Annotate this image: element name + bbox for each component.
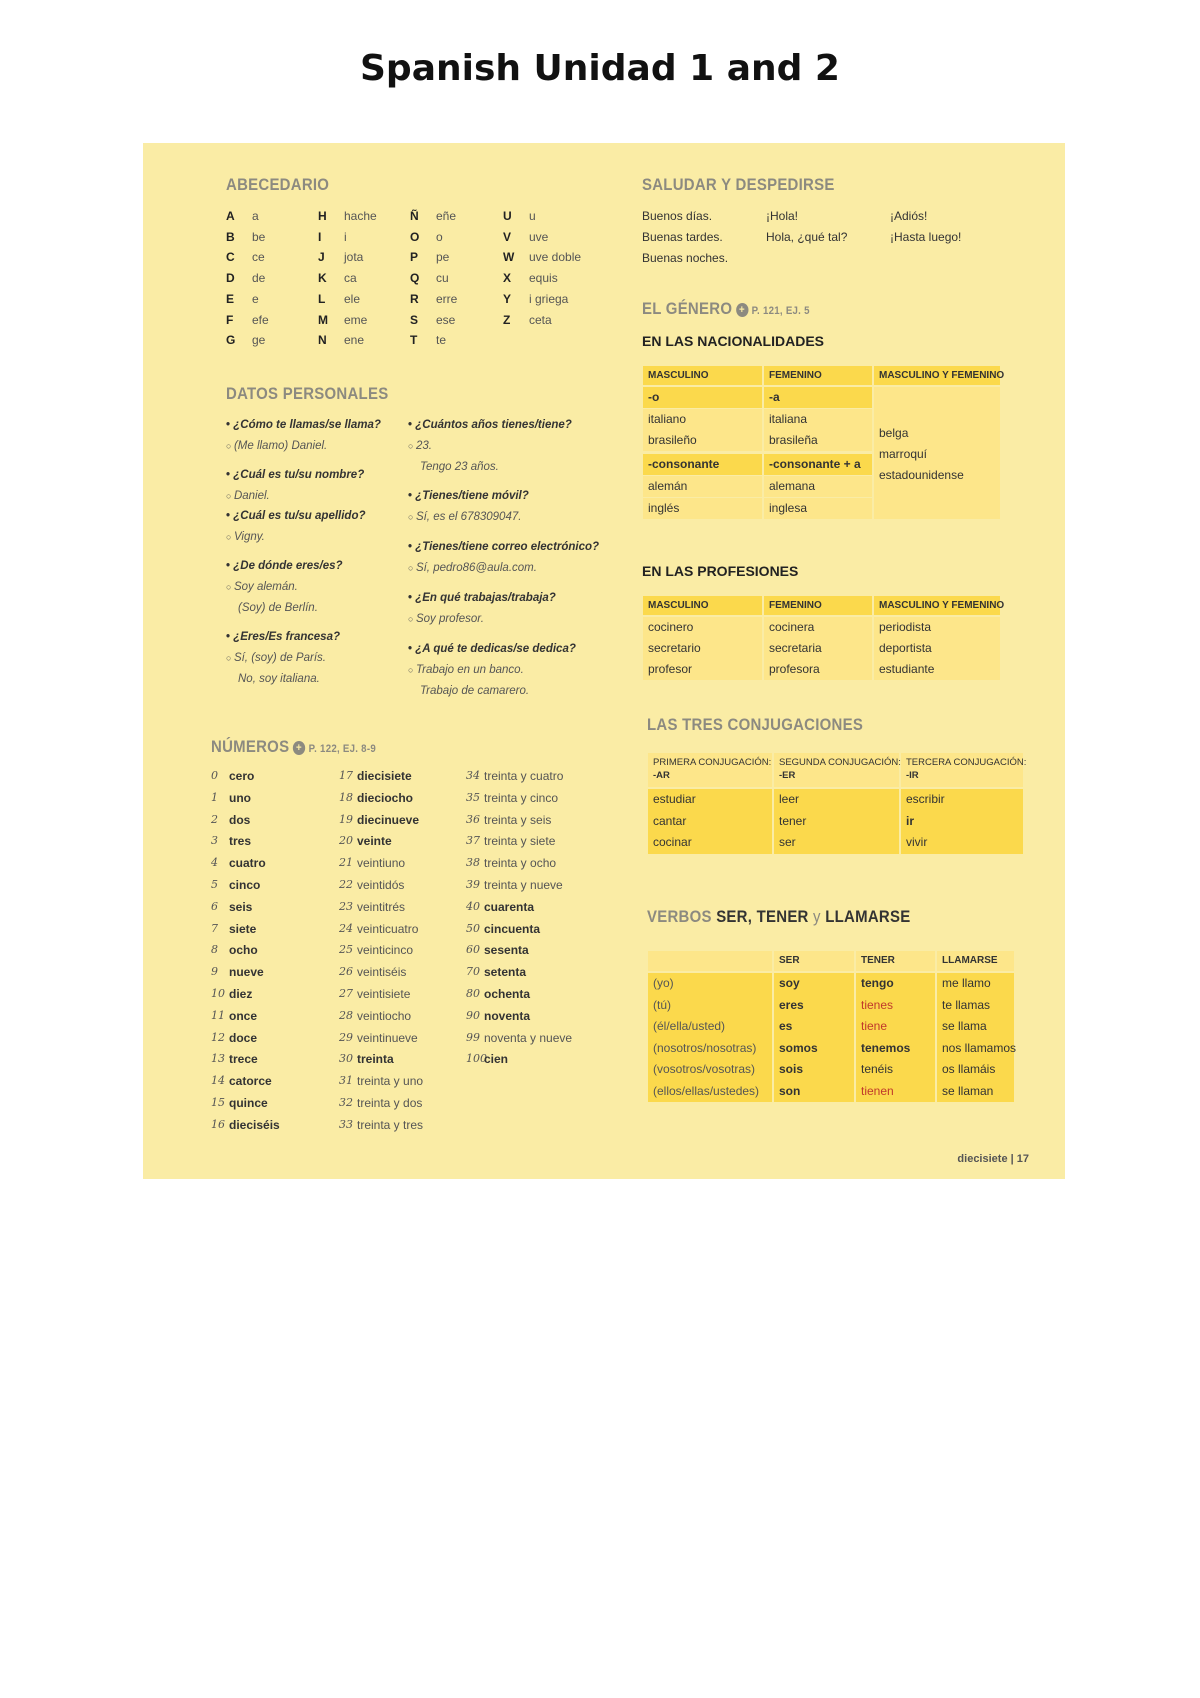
alphabet-letter: J <box>318 250 325 265</box>
number-word: treinta y uno <box>357 1074 424 1089</box>
number-word: treinta y cuatro <box>484 769 564 783</box>
alphabet-letter-name: te <box>436 333 447 348</box>
table-cell: vivir <box>901 832 1023 854</box>
number-word: veintiocho <box>357 1008 412 1023</box>
number-digit: 12 <box>211 1030 225 1044</box>
plus-icon: + <box>736 303 748 317</box>
number-digit: 5 <box>211 878 218 891</box>
table-header <box>648 753 772 787</box>
question-text: • ¿De dónde eres/es? <box>226 556 343 577</box>
number-digit: 40 <box>466 899 480 913</box>
table-cell: leer <box>774 789 899 811</box>
table-cell: cocinera <box>764 617 872 638</box>
table-cell: brasileño <box>643 430 762 451</box>
question-text: • ¿Tienes/tiene móvil? <box>408 486 529 507</box>
number-word: ocho <box>229 943 258 958</box>
table-cell: te llamas <box>937 995 1014 1017</box>
conjugation-ending: -ER <box>779 770 796 781</box>
number-word: veintisiete <box>357 987 411 1001</box>
verbos-pre: VERBOS <box>647 907 712 926</box>
table-cell: secretario <box>643 638 762 659</box>
number-digit: 17 <box>339 769 353 782</box>
table-header: SER <box>774 951 854 971</box>
number-digit: 60 <box>466 943 480 957</box>
alphabet-letter-name: eme <box>344 312 368 327</box>
question-text: • ¿Cuántos años tienes/tiene? <box>408 415 572 436</box>
alphabet-letter-name: be <box>252 229 266 244</box>
number-digit: 80 <box>466 987 480 1000</box>
number-digit: 19 <box>339 812 353 826</box>
number-digit: 9 <box>211 965 218 979</box>
number-digit: 50 <box>466 921 480 935</box>
number-word: treinta y dos <box>357 1096 423 1110</box>
table-cell: alemán <box>643 476 762 497</box>
answer-text: (Soy) de Berlín. <box>238 602 318 614</box>
number-digit: 22 <box>339 878 353 891</box>
abecedario-heading: ABECEDARIO <box>226 175 330 194</box>
number-digit: 25 <box>339 943 353 957</box>
conjugation-label: SEGUNDA CONJUGACIÓN: <box>779 757 901 768</box>
alphabet-letter-name: ce <box>252 250 265 265</box>
table-cell: -o <box>643 387 762 408</box>
number-digit: 10 <box>211 987 225 1000</box>
table-cell: -a <box>764 387 872 408</box>
number-word: treinta y cinco <box>484 790 559 805</box>
greeting-text: ¡Hola! <box>766 209 799 223</box>
alphabet-letter: M <box>318 312 328 327</box>
number-digit: 99 <box>466 1030 480 1044</box>
number-digit: 1 <box>211 790 218 804</box>
alphabet-letter: P <box>410 250 419 265</box>
number-digit: 38 <box>466 856 480 870</box>
number-digit: 6 <box>211 899 218 913</box>
nacionalidades-heading: EN LAS NACIONALIDADES <box>642 333 825 349</box>
alphabet-letter-name: o <box>436 229 443 244</box>
number-word: nueve <box>229 965 264 980</box>
plus-icon: + <box>293 741 305 755</box>
qa-block <box>408 639 576 702</box>
alphabet-letter-name: cu <box>436 271 449 286</box>
qa-block <box>226 627 340 690</box>
number-digit: 21 <box>339 856 353 870</box>
table-header-blank <box>648 951 772 971</box>
table-cell: (yo) <box>648 973 772 995</box>
question-text: • ¿Eres/Es francesa? <box>226 627 340 648</box>
number-word: setenta <box>484 965 527 980</box>
number-word: cinco <box>229 878 261 892</box>
answer-text: ○ Sí, pedro86@aula.com. <box>408 558 599 579</box>
number-digit: 8 <box>211 943 218 957</box>
question-text: • ¿Cuál es tu/su nombre? <box>226 465 364 486</box>
table-cell: -consonante <box>643 454 762 475</box>
alphabet-letter-name: jota <box>344 250 364 265</box>
qa-block <box>226 415 381 457</box>
answer-text: Tengo 23 años. <box>420 461 499 473</box>
number-digit: 100 <box>466 1052 487 1066</box>
number-word: sesenta <box>484 943 529 958</box>
verbos-tener: TENER <box>756 907 809 926</box>
qa-block <box>408 588 556 630</box>
alphabet-letter-name: erre <box>436 291 458 306</box>
conjugaciones-heading: LAS TRES CONJUGACIONES <box>647 715 864 734</box>
table-cell: tienes <box>856 995 935 1017</box>
number-word: cuarenta <box>484 899 535 914</box>
number-digit: 39 <box>466 878 480 891</box>
table-cell: tienen <box>856 1081 935 1103</box>
number-word: cien <box>484 1052 509 1067</box>
qa-block <box>226 465 364 507</box>
verbos-y: y <box>813 907 821 926</box>
number-digit: 37 <box>466 834 480 848</box>
conjugation-ending: -IR <box>906 770 919 781</box>
alphabet-letter-name: ele <box>344 291 361 306</box>
number-word: dieciséis <box>229 1117 280 1132</box>
alphabet-letter-name: a <box>252 209 259 223</box>
table-cell: tener <box>774 811 899 833</box>
number-digit: 4 <box>211 856 218 870</box>
qa-block <box>226 506 366 548</box>
alphabet-letter-name: equis <box>529 271 558 286</box>
answer-text: ○ Daniel. <box>226 486 364 507</box>
textbook-page <box>143 143 1065 1179</box>
table-cell: (vosotros/vosotras) <box>648 1059 772 1081</box>
number-digit: 14 <box>211 1074 225 1088</box>
number-word: trece <box>229 1052 258 1067</box>
qa-block <box>408 537 599 579</box>
table-cell: inglesa <box>764 498 872 519</box>
alphabet-letter-name: ceta <box>529 312 552 327</box>
number-word: veintiuno <box>357 856 406 871</box>
table-cell: italiana <box>764 409 872 430</box>
table-cell: (ellos/ellas/ustedes) <box>648 1081 772 1103</box>
table-cell: brasileña <box>764 430 872 451</box>
number-word: catorce <box>229 1074 272 1089</box>
qa-block <box>408 486 529 528</box>
answer-text: ○ 23. <box>408 436 572 457</box>
table-cell: sois <box>774 1059 854 1081</box>
table-cell: estadounidense <box>879 468 964 482</box>
table-cell: marroquí <box>879 447 928 461</box>
alphabet-letter-name: pe <box>436 250 450 265</box>
alphabet-letter-name: efe <box>252 312 269 327</box>
number-word: veintidós <box>357 878 405 892</box>
table-cell: tenéis <box>856 1059 935 1081</box>
number-digit: 3 <box>211 834 218 848</box>
conjugation-label: TERCERA CONJUGACIÓN: <box>906 757 1027 768</box>
conjugation-label: PRIMERA CONJUGACIÓN: <box>653 757 772 768</box>
number-digit: 20 <box>339 834 353 848</box>
alphabet-letter-name: uve doble <box>529 250 582 265</box>
number-word: quince <box>229 1096 268 1110</box>
table-header: LLAMARSE <box>937 951 1014 971</box>
number-word: treinta <box>357 1052 394 1067</box>
table-cell: son <box>774 1081 854 1103</box>
alphabet-letter-name: i <box>344 229 347 244</box>
table-cell: deportista <box>874 638 1000 659</box>
saludar-heading: SALUDAR Y DESPEDIRSE <box>642 175 835 194</box>
question-text: • ¿Tienes/tiene correo electrónico? <box>408 537 599 558</box>
alphabet-letter: L <box>318 291 326 306</box>
alphabet-letter: B <box>226 229 235 244</box>
table-header: FEMENINO <box>764 596 872 615</box>
table-cell: os llamáis <box>937 1059 1014 1081</box>
verbos-ser: SER <box>716 907 748 926</box>
genero-heading <box>642 299 810 319</box>
alphabet-letter: X <box>503 271 512 286</box>
number-digit: 18 <box>339 790 353 804</box>
qa-block <box>408 415 572 478</box>
number-digit: 13 <box>211 1052 225 1066</box>
question-text: • ¿Cuál es tu/su apellido? <box>226 506 366 527</box>
table-header: MASCULINO Y FEMENINO <box>874 596 1000 615</box>
answer-text: ○ Sí, es el 678309047. <box>408 507 529 528</box>
table-cell: ir <box>901 811 1023 833</box>
table-header: MASCULINO <box>643 366 762 385</box>
greeting-text: ¡Adiós! <box>890 209 928 223</box>
page-footer: diecisiete | 17 <box>957 1153 1029 1165</box>
verbos-heading: VERBOS SER, TENER y LLAMARSE <box>647 907 911 926</box>
number-digit: 32 <box>339 1096 353 1109</box>
number-word: veintiséis <box>357 965 407 980</box>
number-word: noventa <box>484 1008 531 1023</box>
table-cell: secretaria <box>764 638 872 659</box>
number-digit: 35 <box>466 790 480 804</box>
table-cell: nos llamamos <box>937 1038 1014 1060</box>
table-cell: tenemos <box>856 1038 935 1060</box>
number-word: treinta y ocho <box>484 856 557 871</box>
number-word: once <box>229 1008 258 1023</box>
datos-personales-heading: DATOS PERSONALES <box>226 384 389 403</box>
table-cell: tiene <box>856 1016 935 1038</box>
numeros-title: NÚMEROS <box>211 737 290 756</box>
answer-text: Trabajo de camarero. <box>420 685 530 697</box>
number-digit: 28 <box>339 1008 353 1022</box>
number-digit: 36 <box>466 812 480 826</box>
table-cell: eres <box>774 995 854 1017</box>
number-digit: 90 <box>466 1008 480 1022</box>
table-cell: se llaman <box>937 1081 1014 1103</box>
number-digit: 0 <box>211 769 218 782</box>
alphabet-letter: S <box>410 312 419 327</box>
alphabet-letter: T <box>410 333 418 348</box>
table-cell: cantar <box>648 811 772 833</box>
table-cell: es <box>774 1016 854 1038</box>
table-cell: somos <box>774 1038 854 1060</box>
number-digit: 30 <box>339 1052 353 1066</box>
number-digit: 7 <box>211 921 218 935</box>
alphabet-letter: A <box>226 209 235 223</box>
alphabet-letter: H <box>318 209 327 223</box>
alphabet-letter: I <box>318 229 322 244</box>
qa-block <box>226 556 343 619</box>
number-digit: 26 <box>339 965 353 979</box>
profesiones-heading: EN LAS PROFESIONES <box>642 563 799 579</box>
question-text: • ¿En qué trabajas/trabaja? <box>408 588 556 609</box>
numeros-ref: P. 122, EJ. 8-9 <box>308 743 376 755</box>
number-digit: 15 <box>211 1096 225 1109</box>
number-word: noventa y nueve <box>484 1030 573 1045</box>
answer-text: ○ Soy profesor. <box>408 609 556 630</box>
alphabet-letter-name: e <box>252 291 259 306</box>
answer-text: ○ (Me llamo) Daniel. <box>226 436 381 457</box>
number-digit: 34 <box>466 769 480 782</box>
number-word: veinticinco <box>357 943 414 958</box>
alphabet-letter-name: ese <box>436 312 456 327</box>
alphabet-letter-name: i griega <box>529 291 569 306</box>
number-word: diecinueve <box>357 812 420 827</box>
question-text: • ¿Cómo te llamas/se llama? <box>226 415 381 436</box>
number-digit: 2 <box>211 812 218 826</box>
number-digit: 29 <box>339 1030 353 1044</box>
number-digit: 70 <box>466 965 480 979</box>
number-word: diecisiete <box>357 769 412 783</box>
table-cell: alemana <box>764 476 872 497</box>
number-word: cero <box>229 769 255 783</box>
number-digit: 27 <box>339 987 353 1000</box>
number-word: veinte <box>357 834 392 849</box>
number-word: treinta y siete <box>484 834 556 849</box>
alphabet-letter: R <box>410 291 419 306</box>
answer-text: ○ Vigny. <box>226 527 366 548</box>
alphabet-letter: G <box>226 333 236 348</box>
alphabet-letter: V <box>503 229 512 244</box>
document-title: Spanish Unidad 1 and 2 <box>360 48 840 89</box>
number-word: cincuenta <box>484 921 541 936</box>
alphabet-letter: Z <box>503 312 511 327</box>
number-digit: 11 <box>211 1008 225 1022</box>
table-cell: -consonante + a <box>764 454 872 475</box>
answer-text: ○ Trabajo en un banco. <box>408 660 576 681</box>
table-cell: escribir <box>901 789 1023 811</box>
table-cell: estudiante <box>874 659 1000 680</box>
number-word: veintitrés <box>357 899 406 914</box>
alphabet-letter: K <box>318 271 327 286</box>
greeting-text: Buenos días. <box>642 209 713 223</box>
alphabet-letter: F <box>226 312 234 327</box>
number-word: seis <box>229 899 253 914</box>
table-cell: me llamo <box>937 973 1014 995</box>
numeros-heading <box>211 737 376 757</box>
table-cell: profesor <box>643 659 762 680</box>
table-header: MASCULINO Y FEMENINO <box>874 366 1000 385</box>
number-word: dos <box>229 812 251 827</box>
number-word: veinticuatro <box>357 921 419 936</box>
alphabet-letter-name: uve <box>529 229 549 244</box>
table-cell: cocinero <box>643 617 762 638</box>
alphabet-letter: C <box>226 250 235 265</box>
alphabet-letter: D <box>226 271 235 286</box>
number-digit: 23 <box>339 899 353 913</box>
number-word: veintinueve <box>357 1030 418 1045</box>
genero-title: EL GÉNERO <box>642 299 733 318</box>
alphabet-letter: W <box>503 250 515 265</box>
number-digit: 16 <box>211 1117 225 1131</box>
answer-text: No, soy italiana. <box>238 673 320 685</box>
number-word: siete <box>229 921 257 936</box>
greeting-text: Buenas noches. <box>642 251 729 265</box>
number-word: uno <box>229 790 251 805</box>
greeting-text: Hola, ¿qué tal? <box>766 230 848 244</box>
table-cell: (él/ella/usted) <box>648 1016 772 1038</box>
table-cell: periodista <box>874 617 1000 638</box>
table-header: TENER <box>856 951 935 971</box>
table-cell: (tú) <box>648 995 772 1017</box>
greeting-text: ¡Hasta luego! <box>890 230 962 244</box>
alphabet-letter: E <box>226 291 235 306</box>
number-digit: 33 <box>339 1117 353 1131</box>
question-text: • ¿A qué te dedicas/se dedica? <box>408 639 576 660</box>
number-word: ochenta <box>484 987 531 1001</box>
number-word: diez <box>229 987 253 1001</box>
number-word: tres <box>229 834 252 849</box>
table-cell: profesora <box>764 659 872 680</box>
number-digit: 31 <box>339 1074 353 1088</box>
table-cell: cocinar <box>648 832 772 854</box>
genero-ref: P. 121, EJ. 5 <box>751 305 810 317</box>
table-cell: inglés <box>643 498 762 519</box>
table-cell: (nosotros/nosotras) <box>648 1038 772 1060</box>
alphabet-letter-name: u <box>529 209 536 223</box>
table-header: FEMENINO <box>764 366 872 385</box>
alphabet-letter: N <box>318 333 327 348</box>
alphabet-letter: O <box>410 229 420 244</box>
number-word: dieciocho <box>357 790 414 805</box>
answer-text: ○ Soy alemán. <box>226 577 343 598</box>
alphabet-letter-name: ca <box>344 271 357 286</box>
number-word: treinta y tres <box>357 1117 424 1132</box>
table-cell: estudiar <box>648 789 772 811</box>
alphabet-letter-name: eñe <box>436 209 457 223</box>
verbos-llamarse: LLAMARSE <box>825 907 911 926</box>
alphabet-letter-name: hache <box>344 209 377 223</box>
conjugation-ending: -AR <box>653 770 670 781</box>
alphabet-letter-name: ene <box>344 333 365 348</box>
number-word: treinta y nueve <box>484 878 563 892</box>
alphabet-letter-name: ge <box>252 333 266 348</box>
table-cell: italiano <box>643 409 762 430</box>
answer-text: ○ Sí, (soy) de París. <box>226 648 340 669</box>
table-cell: ser <box>774 832 899 854</box>
alphabet-letter: Y <box>503 291 512 306</box>
table-cell: tengo <box>856 973 935 995</box>
alphabet-letter: U <box>503 209 512 223</box>
table-cell: soy <box>774 973 854 995</box>
number-word: treinta y seis <box>484 812 552 827</box>
table-header <box>901 753 1027 787</box>
number-word: cuatro <box>229 856 266 871</box>
greeting-text: Buenas tardes. <box>642 230 723 244</box>
number-word: doce <box>229 1030 258 1045</box>
alphabet-letter: Q <box>410 271 420 286</box>
number-digit: 24 <box>339 921 353 935</box>
table-header <box>774 753 899 787</box>
table-cell: belga <box>879 426 909 440</box>
table-cell: se llama <box>937 1016 1014 1038</box>
table-header: MASCULINO <box>643 596 762 615</box>
alphabet-letter: Ñ <box>410 209 419 223</box>
alphabet-letter-name: de <box>252 271 266 286</box>
